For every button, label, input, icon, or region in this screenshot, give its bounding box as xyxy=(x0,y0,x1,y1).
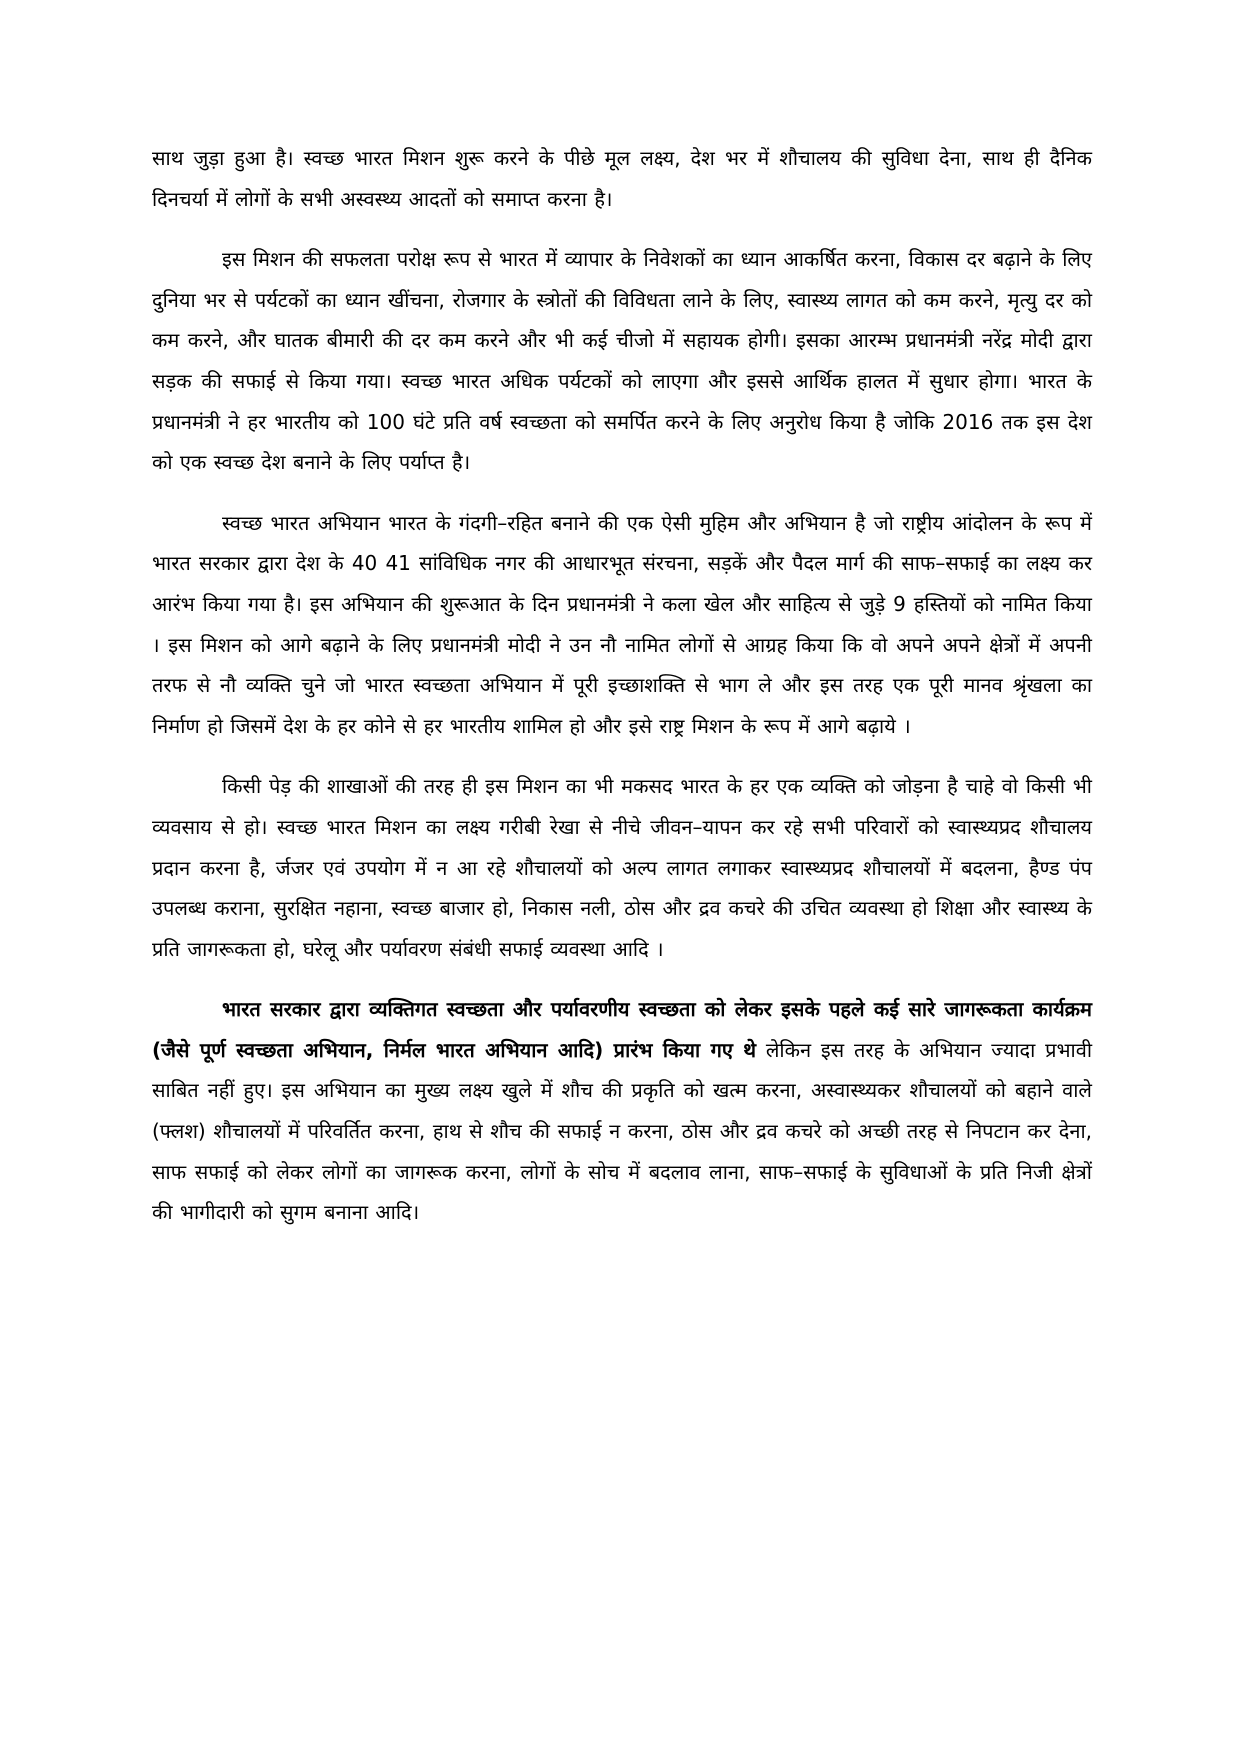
paragraph-continuation: साथ जुड़ा हुआ है। स्वच्छ भारत मिशन शुरू करने के पीछे मूल लक्ष्य, देश भर में शौचालय की सुविधा देना, साथ ही दैनिक दिनचर्या में लोगों के सभी अस्वस्थ्य आदतों को समाप्त करना है। xyxy=(152,146,1092,211)
paragraph-swachh-bharat-abhiyan: स्वच्छ भारत अभियान भारत के गंदगी–रहित बनाने की एक ऐसी मुहिम और अभियान है जो राष्ट्रीय आंदोलन के रूप में भारत सरकार द्वारा देश के 40 41 सांविधिक नगर की आधारभूत संरचना, सड़कें और पैदल मार्ग की साफ–सफाई का लक्ष्य कर आरंभ किया गया है। इस अभियान की शुरूआत के दिन प्रधानमंत्री ने कला खेल और साहित्य से जुड़े 9 हस्तियों को नामित किया । इस मिशन को आगे बढ़ाने के लिए प्रधानमंत्री मोदी ने उन नौ नामित लोगों से आग्रह किया कि वो अपने अपने क्षेत्रों में अपनी तरफ से नौ व्यक्ति चुने जो भारत स्वच्छता अभियान में पूरी इच्छाशक्ति से भाग ले और इस तरह एक पूरी मानव श्रृंखला का निर्माण हो जिसमें देश के हर कोने से हर भारतीय शामिल हो और इसे राष्ट्र मिशन के रूप में आगे बढ़ाये । xyxy=(152,510,1092,738)
paragraph-government-programs xyxy=(152,989,1092,1233)
regular-text-run: लेकिन इस तरह के अभियान ज्यादा प्रभावी साबित नहीं हुए। इस अभियान का मुख्य लक्ष्य खुले में शौच की प्रकृति को खत्म करना, अस्वास्थ्यकर शौचालयों को बहाने वाले (फ्लश) शौचालयों में परिवर्तित करना, हाथ से शौच की सफाई न करना, ठोस और द्रव कचरे को अच्छी तरह से निपटान कर देना, साफ सफाई को लेकर लोगों का जागरूक करना, लोगों के सोच में बदलाव लाना, साफ–सफाई के सुविधाओं के प्रति निजी क्षेत्रों की भागीदारी को सुगम बनाना आदि। xyxy=(152,1037,1093,1225)
paragraph-mission-goal: किसी पेड़ की शाखाओं की तरह ही इस मिशन का भी मकसद भारत के हर एक व्यक्ति को जोड़ना है चाहे वो किसी भी व्यवसाय से हो। स्वच्छ भारत मिशन का लक्ष्य गरीबी रेखा से नीचे जीवन–यापन कर रहे सभी परिवारों को स्वास्थ्यप्रद शौचालय प्रदान करना है, र्जजर एवं उपयोग में न आ रहे शौचालयों को अल्प लागत लगाकर स्वास्थ्यप्रद शौचालयों में बदलना, हैण्ड पंप उपलब्ध कराना, सुरक्षित नहाना, स्वच्छ बाजार हो, निकास नली, ठोस और द्रव कचरे की उचित व्यवस्था हो शिक्षा और स्वास्थ्य के प्रति जागरूकता हो, घरेलू और पर्यावरण संबंधी सफाई व्यवस्था आदि । xyxy=(152,774,1092,961)
document-page xyxy=(152,138,1092,1233)
paragraph-mission-success: इस मिशन की सफलता परोक्ष रूप से भारत में व्यापार के निवेशकों का ध्यान आकर्षित करना, विकास दर बढ़ाने के लिए दुनिया भर से पर्यटकों का ध्यान खींचना, रोजगार के स्त्रोतों की विविधता लाने के लिए, स्वास्थ्य लागत को कम करने, मृत्यु दर को कम करने, और घातक बीमारी की दर कम करने और भी कई चीजो में सहायक होगी। इसका आरम्भ प्रधानमंत्री नरेंद्र मोदी द्वारा सड़क की सफाई से किया गया। स्वच्छ भारत अधिक पर्यटकों को लाएगा और इससे आर्थिक हालत में सुधार होगा। भारत के प्रधानमंत्री ने हर भारतीय को 100 घंटे प्रति वर्ष स्वच्छता को समर्पित करने के लिए अनुरोध किया है जोकि 2016 तक इस देश को एक स्वच्छ देश बनाने के लिए पर्याप्त है। xyxy=(152,247,1092,475)
bold-text-run: भारत सरकार द्वारा व्यक्तिगत स्वच्छता और पर्यावरणीय स्वच्छता को लेकर इसके पहले कई सारे जागरूकता कार्यक्रम (जैसे पूर्ण स्वच्छता अभियान, निर्मल भारत अभियान आदि) प्रारंभ किया गए थे xyxy=(152,997,1092,1062)
